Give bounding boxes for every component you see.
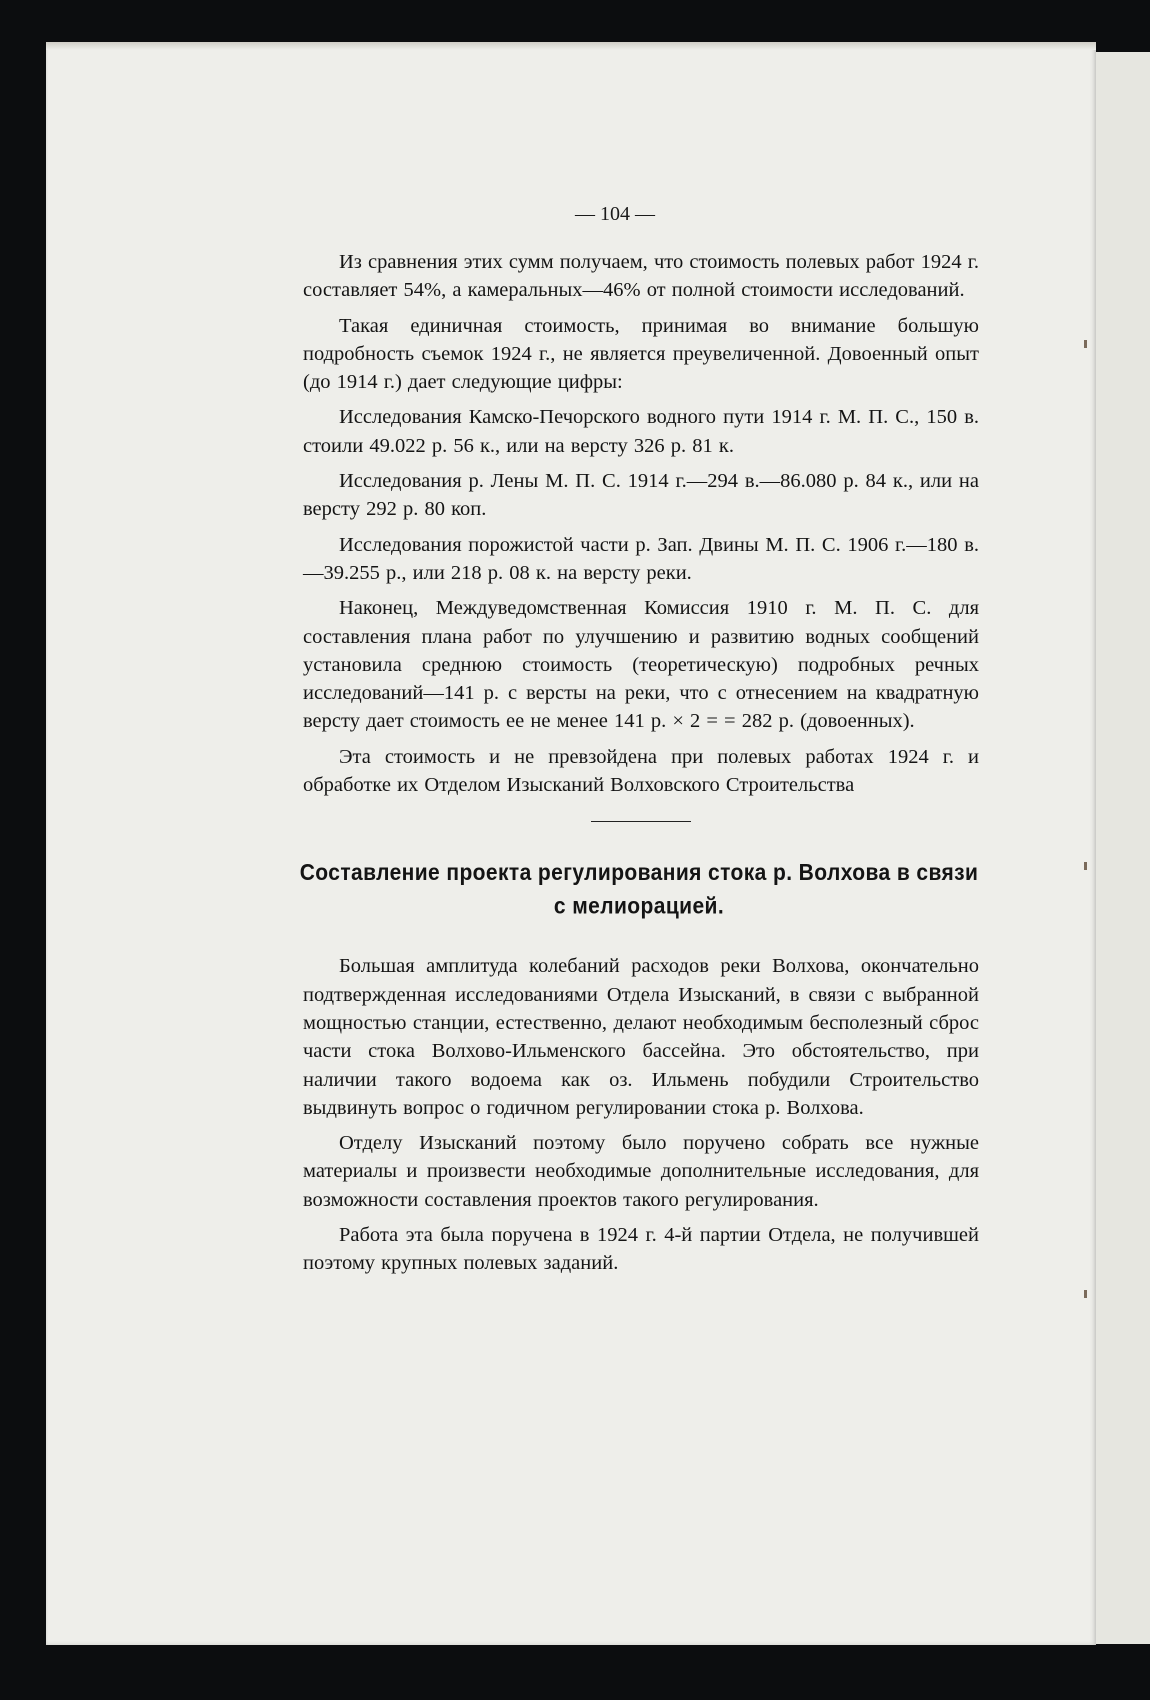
section-heading-line: Составление проекта регулирования стока р. Волхова в связи <box>299 860 979 886</box>
section-divider <box>591 821 691 822</box>
paragraph: Исследования Камско-Печорского водного пути 1914 г. М. П. С., 150 в. стоили 49.022 р. 56 к., или на версту 326 р. 81 к. <box>303 406 979 457</box>
paragraph: Наконец, Междуведомственная Комиссия 1910 г. М. П. С. для составления плана работ по улучшению и развитию водных сообщений установила среднюю стоимость (теоретическую) подробных речных исследований—141 р. с версты на реки, что с отнесением на квадратную версту дает стоимость ее не менее 141 р. × 2 = = 282 р. (довоенных). <box>303 597 979 733</box>
paragraph: Большая амплитуда колебаний расходов реки Волхова, окончательно подтвержденная исследованиями Отдела Изысканий, в связи с выбранной мощностью станции, естественно, делают необходимым бесполезный сброс части стока Волхово-Ильменского бассейна. Это обстоятельство, при наличии такого водоема как оз. Ильмень побудили Строительство выдвинуть вопрос о годичном регулировании стока р. Волхова. <box>303 955 979 1119</box>
page-top-edge <box>46 42 1096 50</box>
paragraph: Из сравнения этих сумм получаем, что стоимость полевых работ 1924 г. составляет 54%, а камеральных—46% от полной стоимости исследований. <box>303 251 979 302</box>
binding-stitch <box>1084 862 1087 870</box>
paragraph: Исследования р. Лены М. П. С. 1914 г.—294 в.—86.080 р. 84 к., или на версту 292 р. 80 коп. <box>303 470 979 521</box>
binding-stitch <box>1084 340 1087 348</box>
paragraph: Отделу Изысканий поэтому было поручено собрать все нужные материалы и произвести необходимые дополнительные исследования, для возможности составления проектов такого регулирования. <box>303 1132 979 1211</box>
paragraph: Исследования порожистой части р. Зап. Двины М. П. С. 1906 г.—180 в.—39.255 р., или 218 р. 08 к. на версту реки. <box>303 533 979 584</box>
paragraph: Эта стоимость и не превзойдена при полевых работах 1924 г. и обработке их Отделом Изысканий Волховского Строительства <box>303 745 979 797</box>
section-heading <box>299 857 979 924</box>
page-number: — 104 — <box>575 203 655 225</box>
paragraph: Такая единичная стоимость, принимая во внимание большую подробность съемок 1924 г., не является преувеличенной. Довоенный опыт (до 1914 г.) дает следующие цифры: <box>303 314 979 394</box>
section-heading-line: с мелиорацией. <box>553 893 725 920</box>
paragraph: Работа эта была поручена в 1924 г. 4-й партии Отдела, не получившей поэтому крупных полевых заданий. <box>303 1224 979 1275</box>
binding-stitch <box>1084 1290 1087 1298</box>
page-text <box>299 248 979 1285</box>
